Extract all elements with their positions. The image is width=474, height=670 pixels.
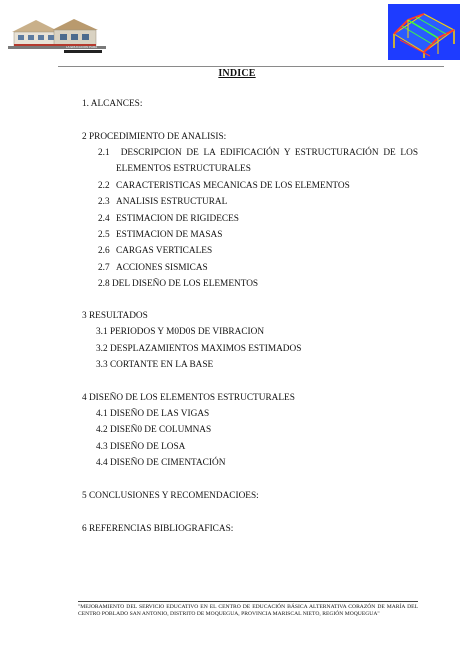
toc-item-4-1: 4.1 DISEÑO DE LAS VIGAS <box>96 409 210 419</box>
toc-section-2: 2 PROCEDIMIENTO DE ANALISIS: <box>82 132 227 142</box>
building-logo <box>8 14 106 54</box>
toc-section-5: 5 CONCLUSIONES Y RECOMENDACIOES: <box>82 491 259 501</box>
toc-item-number: 2.1 <box>98 148 110 158</box>
toc-item-2-4 <box>98 213 239 225</box>
header-divider <box>58 66 444 67</box>
toc-item-number: 2.3 <box>98 197 110 207</box>
toc-item-2-5 <box>98 229 222 241</box>
toc-item-3-2: 3.2 DESPLAZAMIENTOS MAXIMOS ESTIMADOS <box>96 344 302 354</box>
structure-3d-model-image <box>388 4 460 60</box>
toc-item-number: 2.2 <box>98 181 110 191</box>
toc-section-4: 4 DISEÑO DE LOS ELEMENTOS ESTRUCTURALES <box>82 393 295 403</box>
toc-section-3: 3 RESULTADOS <box>82 311 148 321</box>
toc-item-number: 2.4 <box>98 214 110 224</box>
logo-caption: LA EDUCACION PARA <box>66 45 98 49</box>
toc-item-2-6 <box>98 245 212 257</box>
toc-item-label: DESCRIPCION DE LA EDIFICACIÓN Y ESTRUCTURACIÓN DE LOS <box>120 148 418 158</box>
toc-item-3-1: 3.1 PERIODOS Y M0D0S DE VIBRACION <box>96 327 265 337</box>
footer-divider <box>78 601 418 602</box>
toc-item-2-8: 2.8 DEL DISEÑO DE LOS ELEMENTOS <box>98 279 259 289</box>
toc-item-number: 2.7 <box>98 263 110 273</box>
toc-item-4-3: 4.3 DISEÑO DE LOSA <box>96 442 186 452</box>
toc-item-number: 2.6 <box>98 246 110 256</box>
toc-item-2-2 <box>98 180 350 192</box>
toc-item-label: ESTIMACION DE RIGIDECES <box>116 214 239 224</box>
toc-item-2-1 <box>98 147 418 159</box>
toc-item-label: CARGAS VERTICALES <box>116 246 213 256</box>
toc-item-label: ANALISIS ESTRUCTURAL <box>116 197 228 207</box>
toc-item-2-1-cont: ELEMENTOS ESTRUCTURALES <box>116 164 251 174</box>
toc-section-1: 1. ALCANCES: <box>82 99 143 109</box>
toc-item-4-4: 4.4 DISEÑO DE CIMENTACIÓN <box>96 458 226 468</box>
toc-item-4-2: 4.2 DISEÑ0 DE COLUMNAS <box>96 425 212 435</box>
toc-item-number: 2.5 <box>98 230 110 240</box>
toc-item-2-7 <box>98 262 208 274</box>
toc-item-label: ACCIONES SISMICAS <box>116 263 208 273</box>
toc-item-2-3 <box>98 196 227 208</box>
page-title: INDICE <box>218 68 256 79</box>
toc-item-3-3: 3.3 CORTANTE EN LA BASE <box>96 360 214 370</box>
footer-project-title: "MEJORAMIENTO DEL SERVICIO EDUCATIVO EN EL CENTRO DE EDUCACIÓN BÁSICA ALTERNATIVA CORAZÓN DE MARÍA DEL CENTRO POBLADO SAN ANTONIO, DISTRITO DE MOQUEGUA, PROVINCIA MARISCAL NIETO, REGIÓN MOQUEGUA" <box>78 604 418 618</box>
toc-section-6: 6 REFERENCIAS BIBLIOGRAFICAS: <box>82 524 234 534</box>
toc-item-label: CARACTERISTICAS MECANICAS DE LOS ELEMENTOS <box>116 181 350 191</box>
toc-item-label: ESTIMACION DE MASAS <box>116 230 223 240</box>
